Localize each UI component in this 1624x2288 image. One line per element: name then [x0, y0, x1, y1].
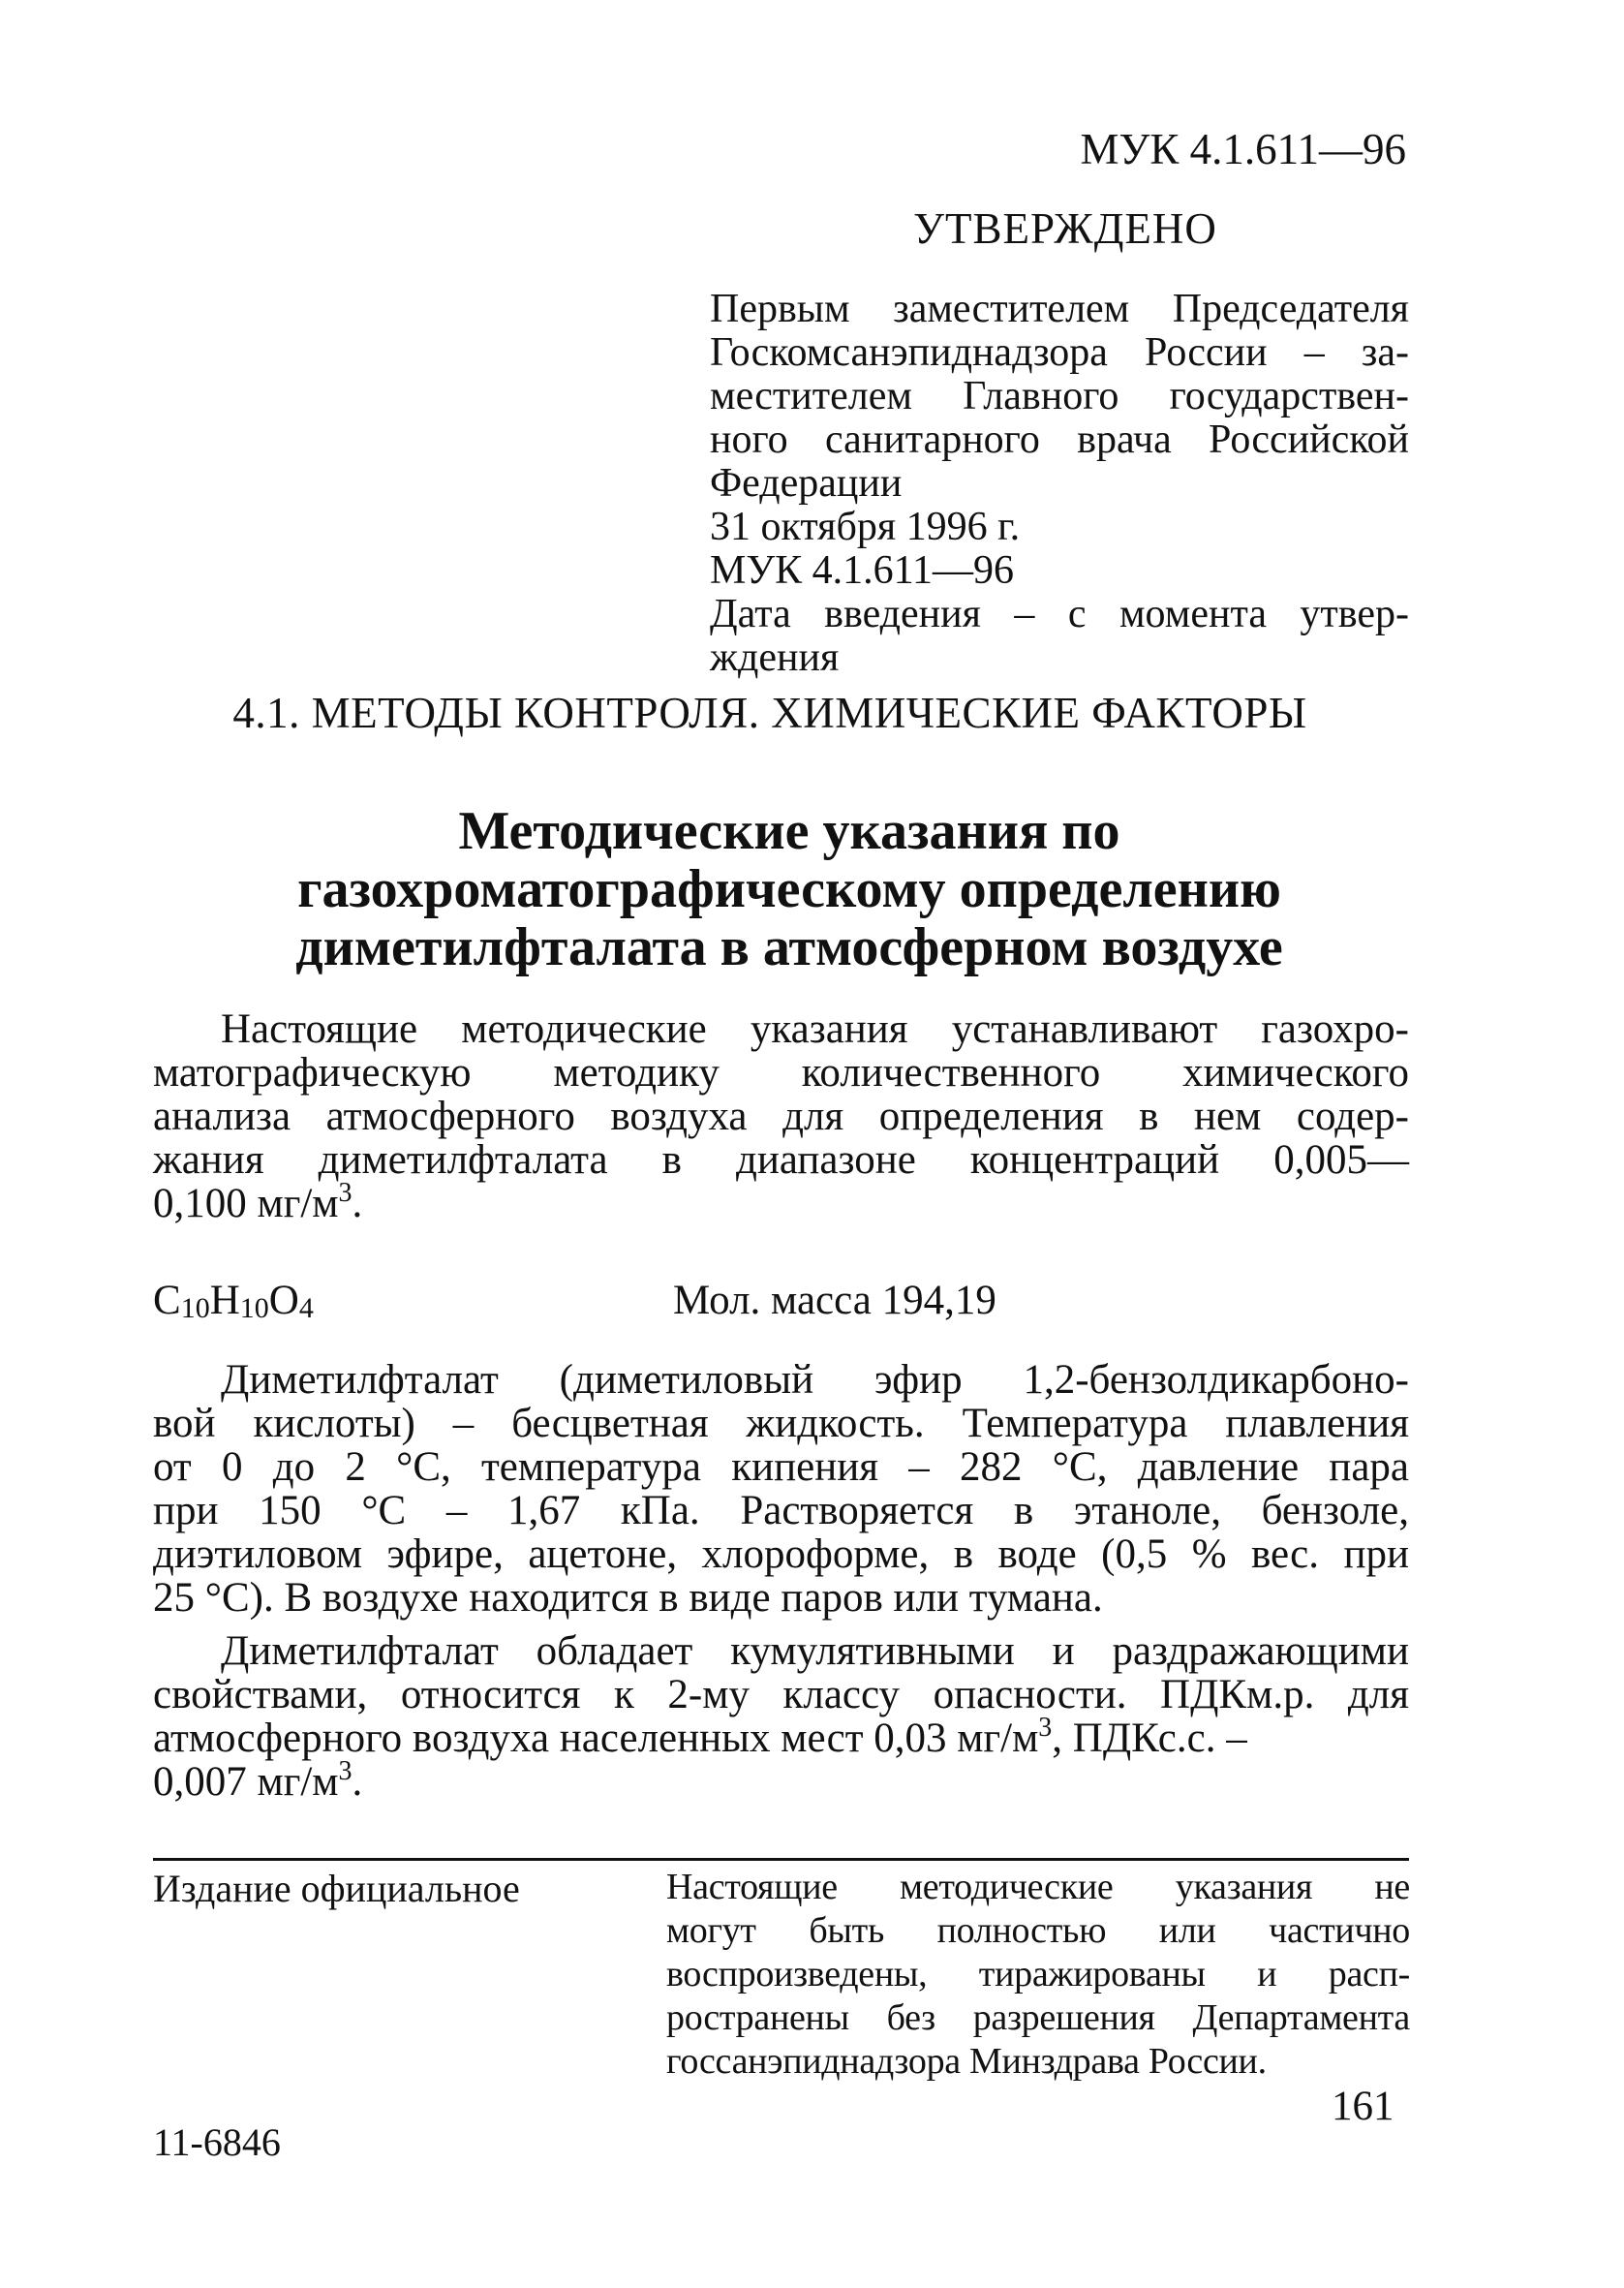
paragraph-line	[153, 1756, 1409, 1805]
formula-element: H	[209, 1278, 240, 1323]
document-code: МУК 4.1.611—96	[1080, 125, 1406, 173]
title-line: газохроматографическому определению	[297, 859, 1281, 919]
text-fragment	[153, 1713, 1247, 1761]
paragraph-line: от 0 до 2 °C, температура кипения – 282 °C, давление пара	[153, 1444, 1409, 1490]
text-run: .	[352, 1759, 363, 1805]
paragraph-line: свойствами, относится к 2-му классу опасности. ПДКм.р. для	[153, 1672, 1409, 1717]
formula-subscript: 10	[239, 1292, 269, 1324]
formula-element: C	[153, 1278, 181, 1323]
approval-doc-code: МУК 4.1.611—96	[710, 548, 1015, 593]
approval-line: ного санитарного врача Российской	[710, 417, 1409, 462]
approval-line: Федерации	[710, 461, 903, 506]
formula-subscript: 4	[298, 1292, 314, 1324]
document-title	[155, 802, 1424, 976]
approval-line: местителем Главного государствен-	[710, 374, 1409, 418]
approval-block	[710, 288, 1409, 680]
title-line: Методические указания по	[458, 801, 1120, 861]
formula-subscript: 10	[180, 1292, 210, 1324]
paragraph-line: жания диметилфталата в диапазоне концентраций 0,005—	[153, 1137, 1409, 1183]
notice-line: госсанэпиднадзора Минздрава России.	[666, 2041, 1267, 2082]
description-paragraph	[153, 1358, 1409, 1620]
notice-line: воспроизведены, тиражированы и расп-	[666, 1954, 1410, 1994]
text-run: атмосферного воздуха населенных мест 0,03 мг/м	[153, 1716, 1039, 1761]
text-run: 0,007 мг/м	[153, 1759, 339, 1805]
intro-paragraph	[153, 1007, 1409, 1225]
approval-date: 31 октября 1996 г.	[710, 505, 1021, 549]
superscript: 3	[1038, 1713, 1053, 1743]
superscript: 3	[338, 1756, 352, 1786]
paragraph-line: Настоящие методические указания устанавливают газохро-	[221, 1006, 1409, 1052]
notice-line: ространены без разрешения Департамента	[666, 1997, 1410, 2038]
approval-line: ждения	[710, 635, 840, 680]
formula-element: O	[268, 1278, 299, 1323]
toxicity-paragraph	[153, 1629, 1409, 1804]
paragraph-line: вой кислоты) – бесцветная жидкость. Температура плавления	[153, 1401, 1409, 1446]
paragraph-line: анализа атмосферного воздуха для определения в нем содер-	[153, 1094, 1409, 1139]
print-code: 11-6846	[153, 2120, 281, 2164]
paragraph-line: Диметилфталат (диметиловый эфир 1,2-бензолдикарбоно-	[221, 1357, 1409, 1403]
paragraph-line: при 150 °C – 1,67 кПа. Растворяется в этаноле, бензоле,	[153, 1488, 1409, 1533]
approval-line: Дата введения – с момента утвер-	[710, 592, 1409, 636]
approval-line: Госкомсанэпиднадзора России – за-	[710, 330, 1409, 375]
text-run: , ПДКс.с. –	[1052, 1716, 1247, 1761]
unit-text: 0,100 мг/м	[153, 1181, 339, 1226]
notice-line: могут быть полностью или частично	[666, 1910, 1410, 1951]
paragraph-line	[153, 1713, 1409, 1761]
paragraph-line: диэтиловом эфире, ацетоне, хлороформе, в воде (0,5 % вес. при	[153, 1531, 1409, 1577]
page-number: 161	[1332, 2084, 1394, 2129]
paragraph-line: 25 °C). В воздухе находится в виде паров или тумана.	[153, 1575, 1103, 1621]
paragraph-line	[153, 1178, 1409, 1226]
paragraph-line: Диметилфталат обладает кумулятивными и раздражающими	[221, 1628, 1409, 1674]
paragraph-line: матографическую методику количественного химического	[153, 1050, 1409, 1096]
approval-line: Первым заместителем Председателя	[710, 287, 1409, 331]
molecular-mass: Мол. масса 194,19	[673, 1278, 996, 1323]
chemical-formula	[153, 1277, 314, 1325]
section-heading: 4.1. МЕТОДЫ КОНТРОЛЯ. ХИМИЧЕСКИЕ ФАКТОРЫ	[232, 689, 1307, 737]
edition-label: Издание официальное	[153, 1867, 520, 1910]
notice-line: Настоящие методические указания не	[666, 1867, 1410, 1907]
superscript: 3	[338, 1178, 352, 1208]
approved-label: УТВЕРЖДЕНО	[913, 204, 1217, 253]
copyright-notice	[666, 1866, 1410, 2084]
footer-divider	[153, 1858, 1409, 1861]
punctuation: .	[352, 1181, 363, 1226]
title-line: диметилфталата в атмосферном воздухе	[295, 917, 1283, 977]
